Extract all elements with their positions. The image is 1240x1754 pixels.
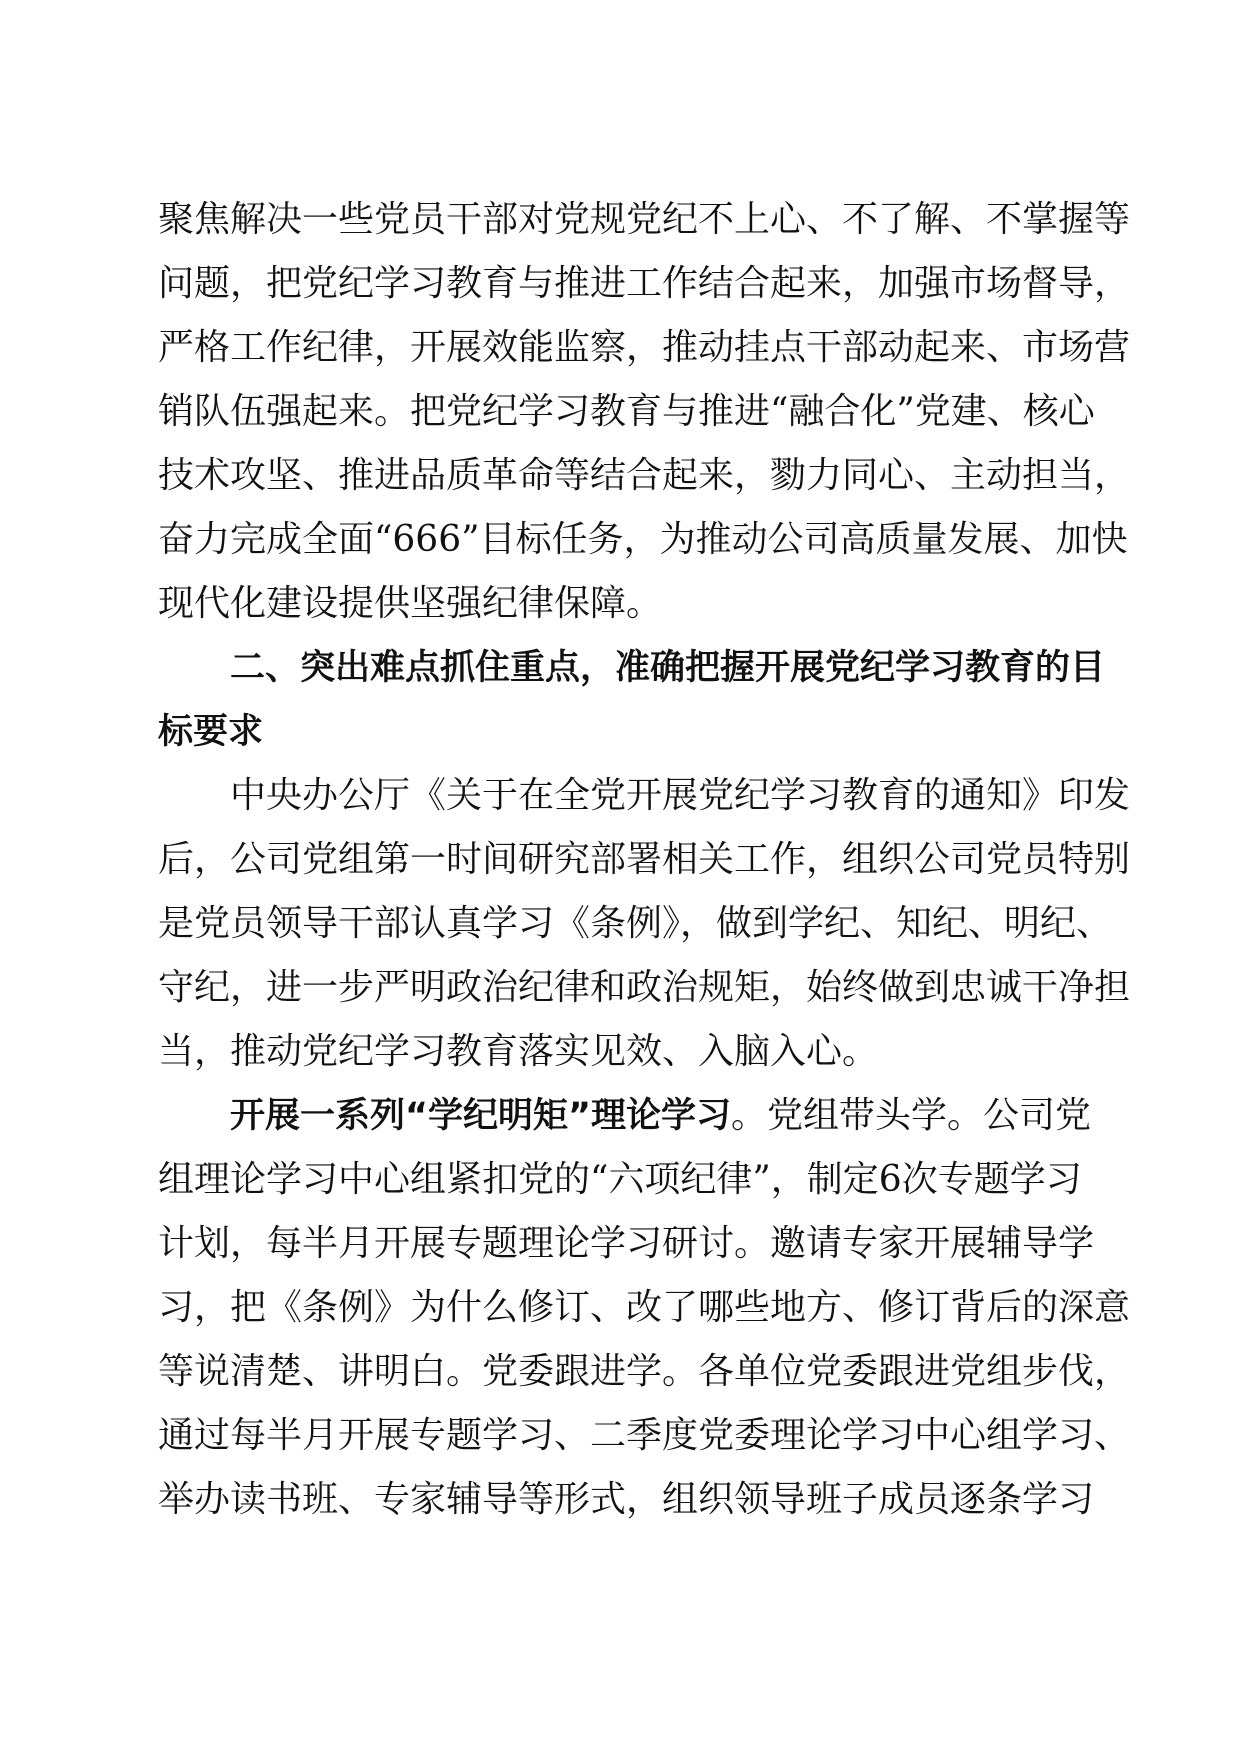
paragraph-line: 守纪，进一步严明政治纪律和政治规矩，始终做到忠诚干净担 — [158, 967, 1131, 1008]
paragraph-line: 技术攻坚、推进品质革命等结合起来，勠力同心、主动担当， — [158, 455, 1131, 496]
paragraph-line: 举办读书班、专家辅导等形式，组织领导班子成员逐条学习 — [158, 1479, 1095, 1520]
paragraph-2 — [158, 764, 1131, 1084]
paragraph-line: 当，推动党纪学习教育落实见效、入脑入心。 — [158, 1031, 879, 1072]
paragraph-line: 习，把《条例》为什么修订、改了哪些地方、修订背后的深意 — [158, 1287, 1131, 1328]
paragraph-line: 严格工作纪律，开展效能监察，推动挂点干部动起来、市场营 — [158, 327, 1131, 368]
paragraph-line: 通过每半月开展专题学习、二季度党委理论学习中心组学习、 — [158, 1415, 1131, 1456]
paragraph-3 — [158, 1084, 1131, 1532]
paragraph-line: 等说清楚、讲明白。党委跟进学。各单位党委跟进党组步伐， — [158, 1351, 1131, 1392]
document-page — [158, 188, 1131, 1532]
bold-lead-text: 开展一系列“学纪明矩”理论学习 — [230, 1096, 732, 1136]
paragraph-line: 中央办公厅《关于在全党开展党纪学习教育的通知》印发 — [230, 775, 1131, 816]
paragraph-line: 奋力完成全面“666”目标任务，为推动公司高质量发展、加快 — [158, 519, 1128, 560]
heading-line: 二、突出难点抓住重点，准确把握开展党纪学习教育的目 — [230, 648, 1106, 688]
paragraph-line: 是党员领导干部认真学习《条例》，做到学纪、知纪、明纪、 — [158, 903, 1113, 944]
paragraph-line: 销队伍强起来。把党纪学习教育与推进“融合化”党建、核心 — [158, 391, 1095, 432]
paragraph-line — [158, 1084, 1092, 1148]
paragraph-line: 现代化建设提供坚强纪律保障。 — [158, 583, 663, 624]
heading-line: 标要求 — [158, 712, 264, 752]
paragraph-text: 。党组带头学。公司党 — [731, 1095, 1092, 1136]
paragraph-line: 聚焦解决一些党员干部对党规党纪不上心、不了解、不掌握等 — [158, 199, 1131, 240]
paragraph-1 — [158, 188, 1131, 636]
paragraph-line: 计划，每半月开展专题理论学习研讨。邀请专家开展辅导学 — [158, 1223, 1095, 1264]
paragraph-line: 后，公司党组第一时间研究部署相关工作，组织公司党员特别 — [158, 839, 1131, 880]
paragraph-line: 问题，把党纪学习教育与推进工作结合起来，加强市场督导， — [158, 263, 1131, 304]
paragraph-line: 组理论学习中心组紧扣党的“六项纪律”，制定6次专题学习 — [158, 1159, 1082, 1200]
section-heading-2 — [158, 636, 1106, 764]
